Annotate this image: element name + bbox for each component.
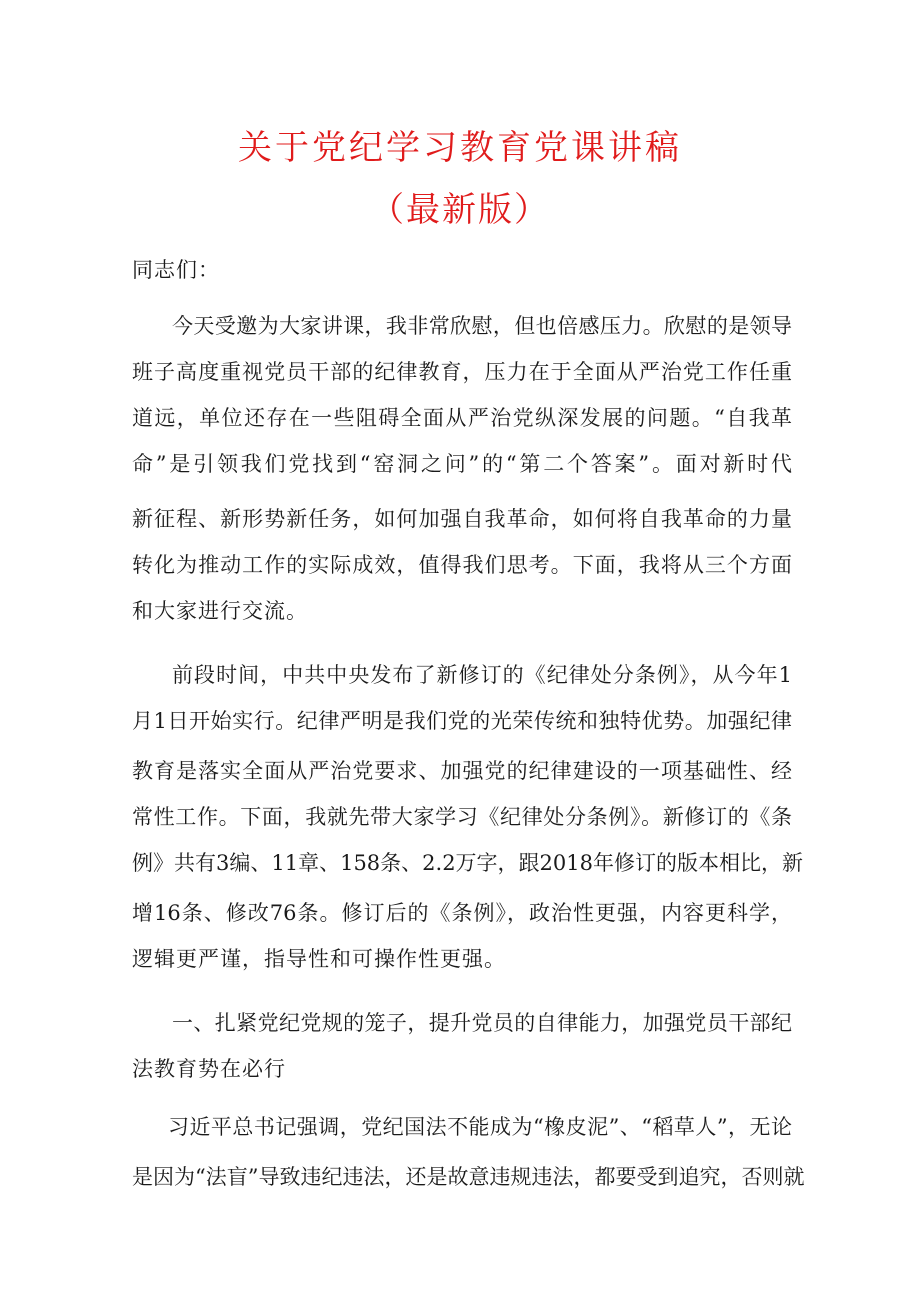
document-subtitle: （最新版）: [370, 190, 550, 230]
paragraph-line: 命”是引领我们党找到“窑洞之问”的“第二个答案”。面对新时代: [132, 452, 792, 476]
greeting: 同志们：: [132, 258, 220, 282]
paragraph-line: 增16条、修改76条。修订后的《条例》，政治性更强，内容更科学，: [132, 901, 792, 925]
section-heading-line: 一、扎紧党纪党规的笼子，提升党员的自律能力，加强党员干部纪: [172, 1011, 792, 1035]
document-title: 关于党纪学习教育党课讲稿: [238, 128, 682, 168]
paragraph-line: 月1日开始实行。纪律严明是我们党的光荣传统和独特优势。加强纪律: [132, 709, 792, 733]
paragraph-line: 习近平总书记强调，党纪国法不能成为“橡皮泥”、“稻草人”，无论: [168, 1115, 792, 1139]
paragraph-line: 转化为推动工作的实际成效，值得我们思考。下面，我将从三个方面: [132, 553, 792, 577]
paragraph-line: 和大家进行交流。: [132, 599, 308, 623]
paragraph-line: 教育是落实全面从严治党要求、加强党的纪律建设的一项基础性、经: [132, 759, 792, 783]
paragraph-line: 前段时间，中共中央发布了新修订的《纪律处分条例》，从今年1: [172, 663, 792, 687]
paragraph-line: 班子高度重视党员干部的纪律教育，压力在于全面从严治党工作任重: [132, 360, 792, 384]
paragraph-line: 常性工作。下面，我就先带大家学习《纪律处分条例》。新修订的《条: [132, 805, 792, 829]
section-heading-line: 法教育势在必行: [132, 1057, 286, 1081]
paragraph-line: 是因为“法盲”导致违纪违法，还是故意违规违法，都要受到追究，否则就: [132, 1165, 805, 1189]
paragraph-line: 新征程、新形势新任务，如何加强自我革命，如何将自我革命的力量: [132, 507, 792, 531]
paragraph-line: 例》共有3编、11章、158条、2.2万字，跟2018年修订的版本相比，新: [132, 851, 804, 875]
paragraph-line: 道远，单位还存在一些阻碍全面从严治党纵深发展的问题。“自我革: [132, 406, 792, 430]
paragraph-line: 今天受邀为大家讲课，我非常欣慰，但也倍感压力。欣慰的是领导: [172, 314, 792, 338]
paragraph-line: 逻辑更严谨，指导性和可操作性更强。: [132, 947, 506, 971]
